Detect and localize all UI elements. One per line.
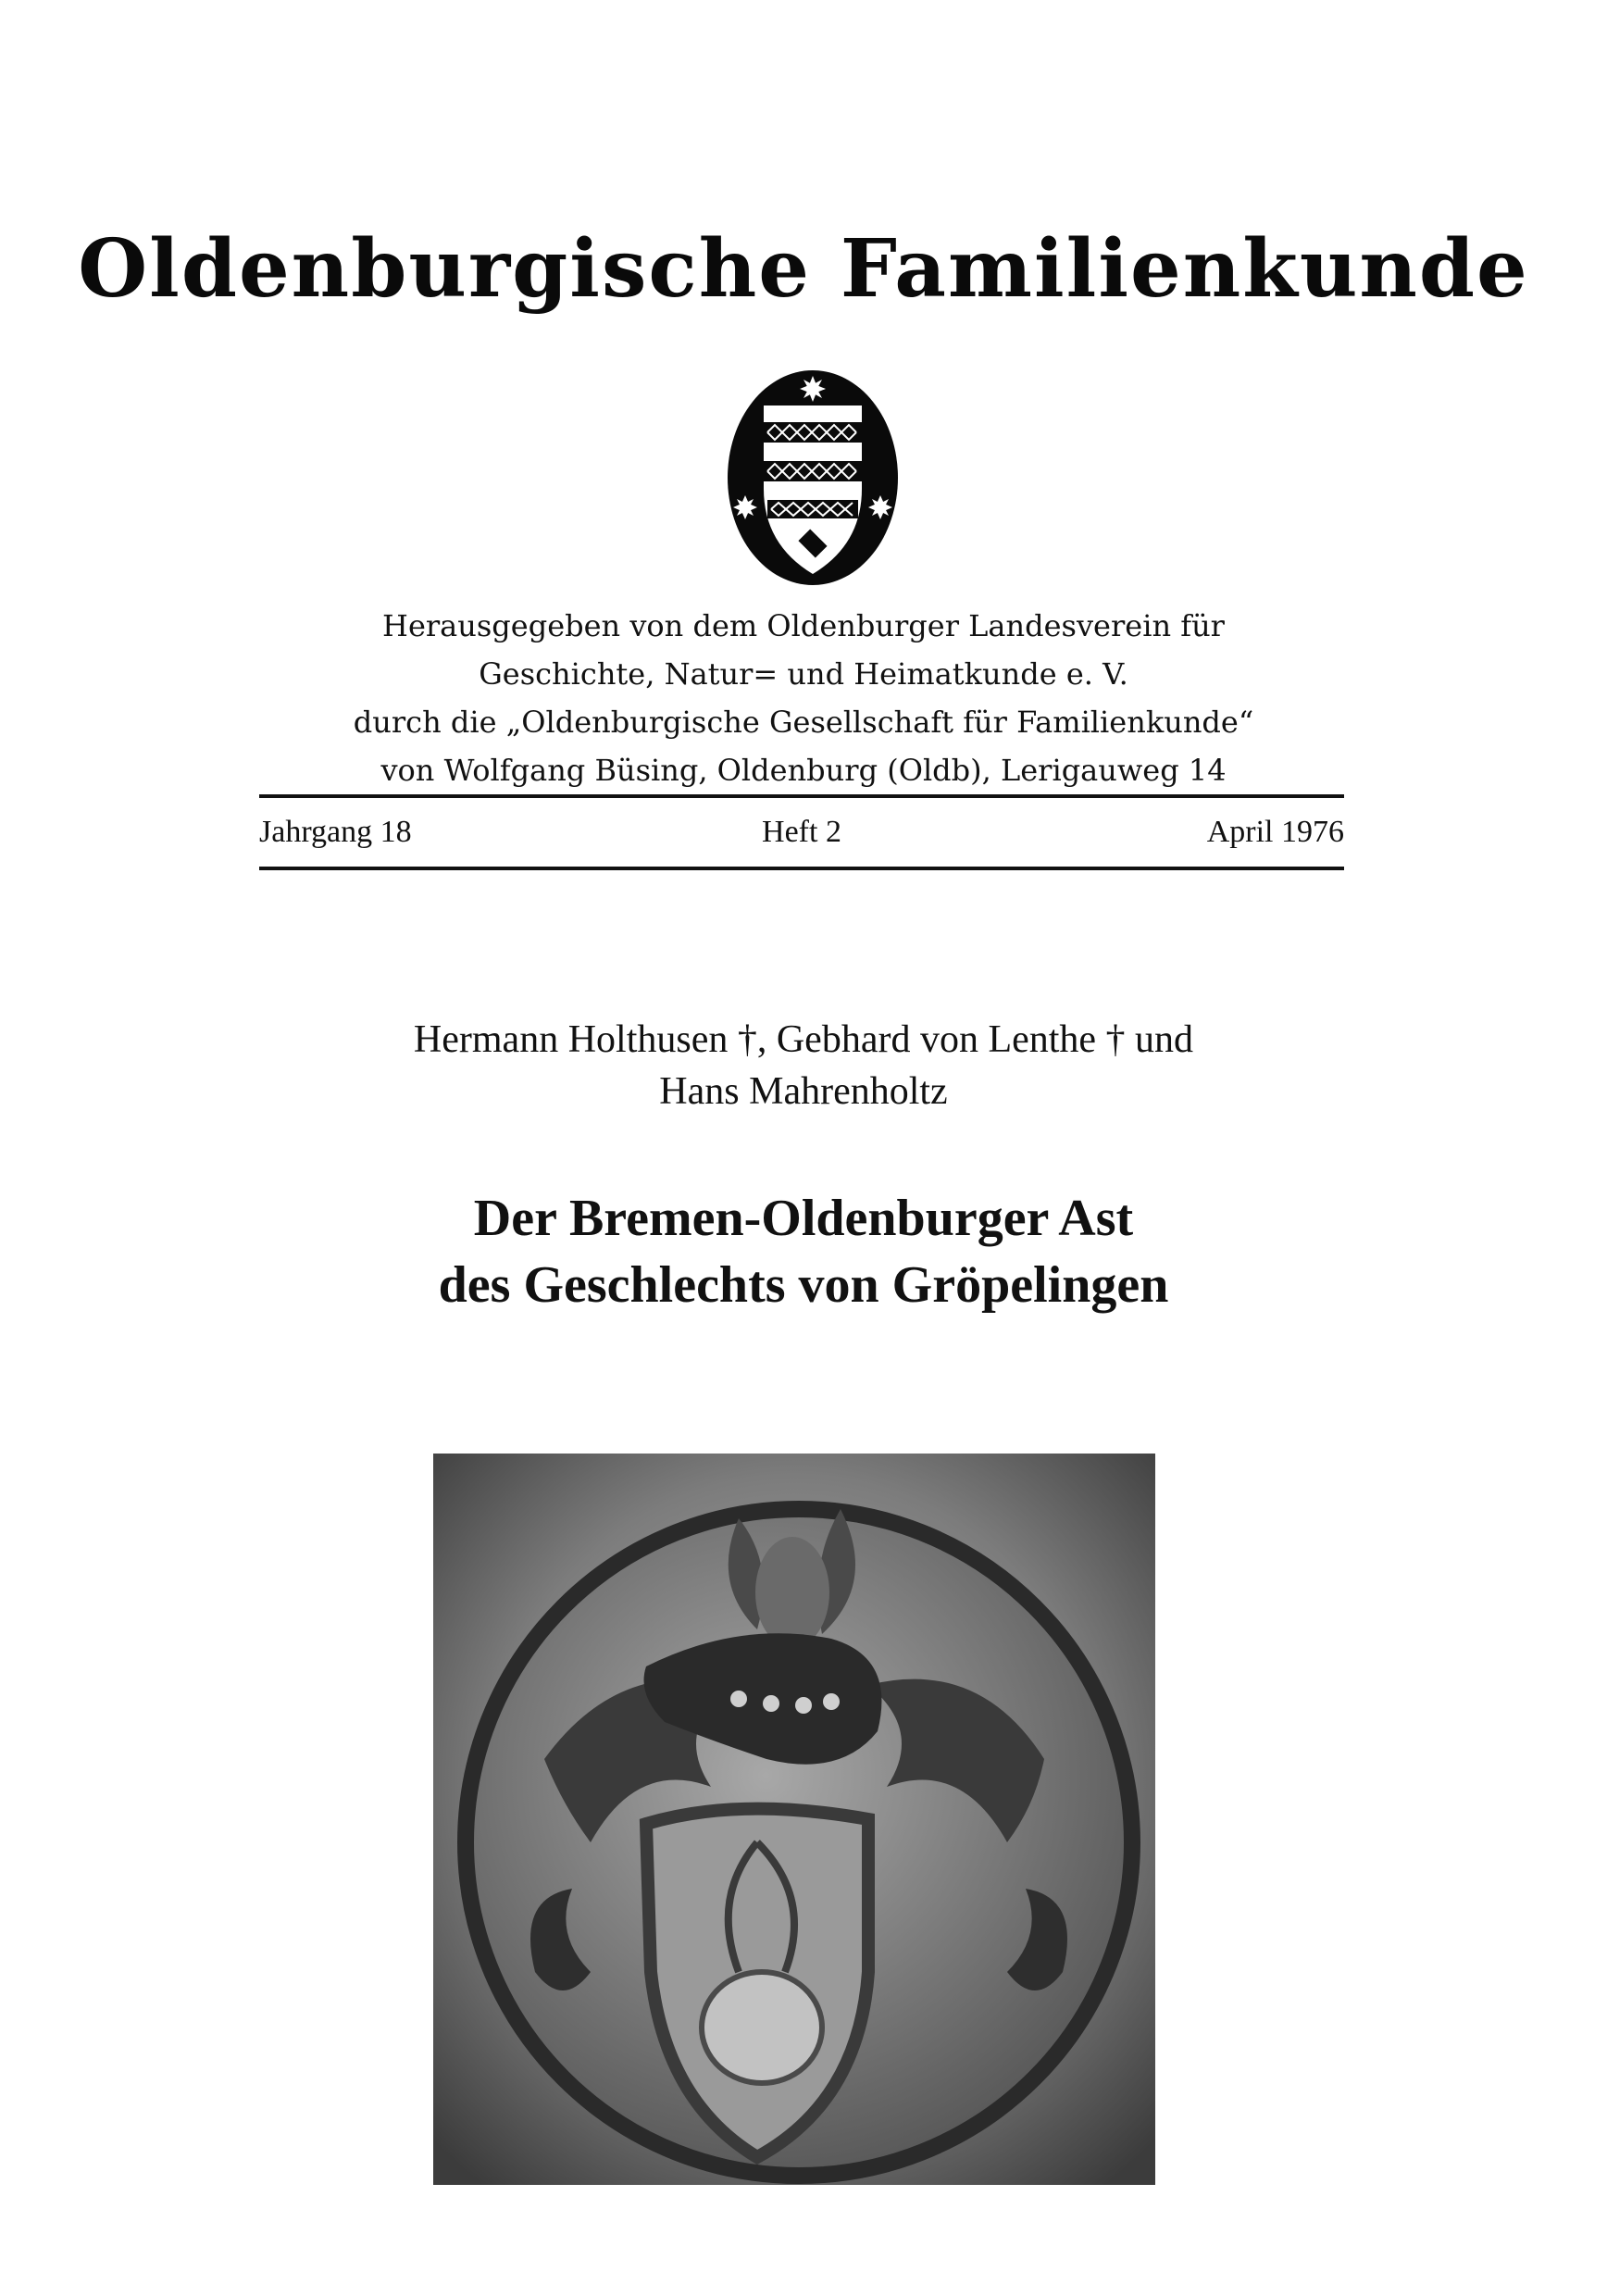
bottom-rule — [259, 867, 1344, 870]
publisher-block — [0, 602, 1607, 794]
authors-line-2: Hans Mahrenholtz — [659, 1070, 948, 1113]
article-title-line-1: Der Bremen-Oldenburger Ast — [473, 1190, 1134, 1247]
publisher-line: durch die „Oldenburgische Gesellschaft für Familienkunde“ — [353, 705, 1254, 740]
publisher-line: Herausgegeben von dem Oldenburger Landesverein für — [382, 608, 1225, 643]
publisher-line: von Wolfgang Büsing, Oldenburg (Oldb), Lerigauweg 14 — [380, 753, 1227, 788]
top-rule — [259, 794, 1344, 798]
cover-photo — [433, 1454, 1155, 2185]
issue-date: April 1976 — [1206, 815, 1344, 849]
publisher-line: Geschichte, Natur= und Heimatkunde e. V. — [479, 656, 1128, 692]
issue-volume: Jahrgang 18 — [259, 815, 412, 849]
masthead-title: Oldenburgische Familienkunde — [78, 222, 1529, 316]
carved-coat-of-arms-relief — [433, 1454, 1155, 2185]
article-title-line-2: des Geschlechts von Gröpelingen — [438, 1256, 1169, 1314]
issue-number: Heft 2 — [762, 815, 841, 849]
article-title — [0, 1185, 1607, 1318]
authors-line-1: Hermann Holthusen †, Gebhard von Lenthe † und — [413, 1018, 1194, 1061]
issue-row — [259, 815, 1344, 855]
authors — [0, 1014, 1607, 1117]
coat-of-arms-icon — [725, 368, 901, 591]
